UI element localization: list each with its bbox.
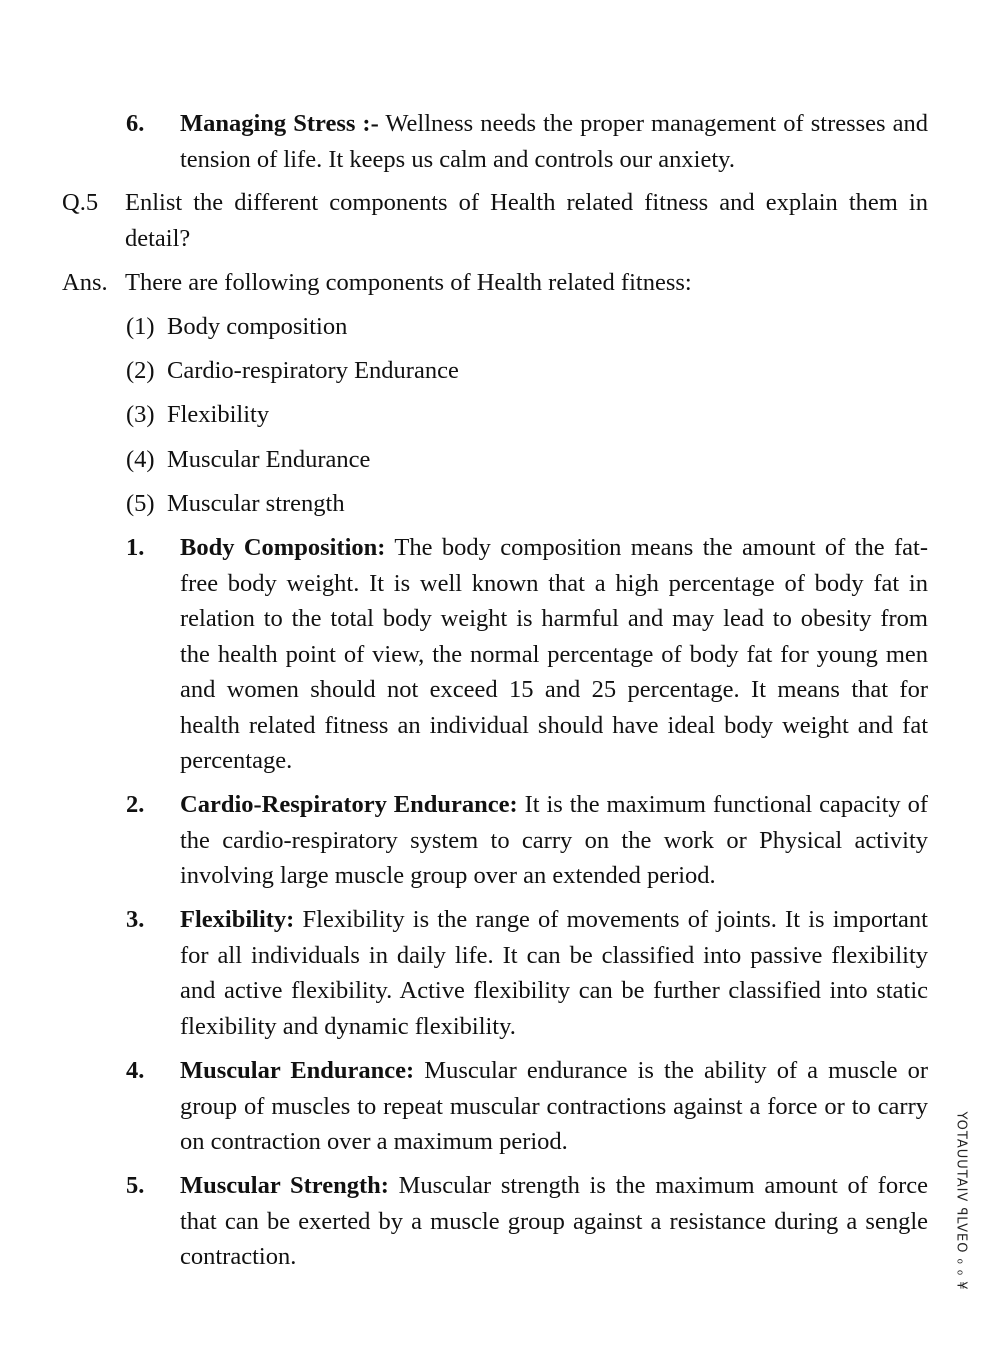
item-number: 6.	[126, 110, 145, 137]
detail-body	[180, 787, 928, 894]
detail-flexibility	[126, 902, 928, 1044]
list-item-index: (5)	[126, 490, 155, 517]
side-margin-mark	[948, 1112, 974, 1290]
list-item-label: Muscular Endurance	[167, 446, 371, 473]
list-item-index: (1)	[126, 313, 155, 340]
question-label: Q.5	[62, 189, 99, 216]
question-block	[62, 185, 928, 256]
list-item-label: Body composition	[167, 313, 348, 340]
list-item	[126, 353, 626, 389]
item-body	[180, 106, 928, 177]
detail-text: Muscular strength is the maximum amount of force that can be exerted by a muscle group against a resistance during a sengle contraction.	[180, 1172, 928, 1270]
item-text: Wellness needs the proper management of stresses and tension of life. It keeps us calm and controls our anxiety.	[180, 110, 928, 173]
detail-body	[180, 902, 928, 1044]
answer-block	[62, 265, 928, 301]
list-item	[126, 309, 626, 345]
item-term: Managing Stress :-	[180, 110, 379, 137]
detail-term: Muscular Strength:	[180, 1172, 389, 1199]
list-item-label: Muscular strength	[167, 490, 345, 517]
detail-text: Flexibility is the range of movements of joints. It is important for all individuals in daily life. It can be classified into passive flexibility and active flexibility. Active flexibility can be further classified into static flexibility and dynamic flexibility.	[180, 906, 928, 1040]
detail-body	[180, 530, 928, 779]
list-item-label: Flexibility	[167, 401, 270, 428]
list-item	[126, 442, 626, 478]
detail-term: Muscular Endurance:	[180, 1057, 415, 1084]
detail-muscular-endurance	[126, 1053, 928, 1160]
detail-number: 2.	[126, 791, 145, 818]
detail-text: It is the maximum functional capacity of the cardio-respiratory system to carry on the work or Physical activity involving large muscle group over an extended period.	[180, 791, 929, 889]
detail-number: 4.	[126, 1057, 145, 1084]
list-item-index: (3)	[126, 401, 155, 428]
detail-cardio-respiratory-endurance	[126, 787, 928, 894]
detail-text: Muscular endurance is the ability of a muscle or group of muscles to repeat muscular contractions against a force or to carry on contraction over a maximum period.	[180, 1057, 928, 1155]
detail-term: Body Composition:	[180, 534, 386, 561]
detail-number: 1.	[126, 534, 145, 561]
detail-number: 5.	[126, 1172, 145, 1199]
question-text: Enlist the different components of Health related fitness and explain them in detail?	[125, 189, 928, 252]
detail-number: 3.	[126, 906, 145, 933]
answer-intro: There are following components of Health related fitness:	[125, 269, 692, 296]
detail-body-composition	[126, 530, 928, 779]
item-managing-stress	[126, 106, 928, 177]
detail-body	[180, 1053, 928, 1160]
list-item-label: Cardio-respiratory Endurance	[167, 357, 459, 384]
detail-body	[180, 1168, 928, 1275]
list-item	[126, 397, 626, 433]
detail-muscular-strength	[126, 1168, 928, 1275]
list-item-index: (4)	[126, 446, 155, 473]
answer-label: Ans.	[62, 269, 108, 296]
list-item	[126, 486, 626, 522]
detail-term: Flexibility:	[180, 906, 295, 933]
detail-text: The body composition means the amount of the fat-free body weight. It is well known that a high percentage of body fat in relation to the total body weight is harmful and may lead to obesity from the health point of view, the normal percentage of body fat for young men and women should not exceed 15 and 25 percentage. It means that for health related fitness an individual should have ideal body weight and fat percentage.	[180, 534, 928, 774]
list-item-index: (2)	[126, 357, 155, 384]
side-margin-mark-text: YOTAUUTAIV ꟼLVEO ₀ ₀ ¥	[954, 1111, 969, 1291]
detail-term: Cardio-Respiratory Endurance:	[180, 791, 518, 818]
